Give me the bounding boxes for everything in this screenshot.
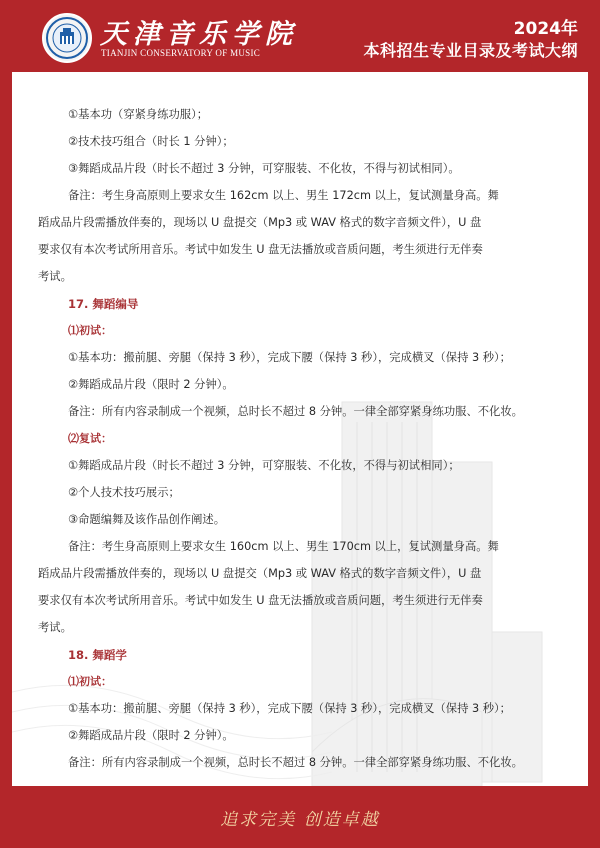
text-line: ②个人技术技巧展示； xyxy=(68,486,180,499)
section-heading-17: 17. 舞蹈编导 xyxy=(68,297,139,311)
text-line: 备注：考生身高原则上要求女生 160cm 以上、男生 170cm 以上，复试测量身高。舞 xyxy=(68,540,499,553)
school-name-cn: 天津音乐学院 xyxy=(100,19,298,50)
text-line: 蹈成品片段需播放伴奏的，现场以 U 盘提交（Mp3 或 WAV 格式的数字音频文件），U 盘 xyxy=(38,216,482,229)
footer-motto: 追求完美 创造卓越 xyxy=(220,810,380,830)
text-line: ②舞蹈成品片段（限时 2 分钟）。 xyxy=(68,378,234,391)
page-body xyxy=(12,72,588,786)
text-line: 要求仅有本次考试所用音乐。考试中如发生 U 盘无法播放或音质问题，考生须进行无伴奏 xyxy=(38,243,483,256)
text-line: 蹈成品片段需播放伴奏的，现场以 U 盘提交（Mp3 或 WAV 格式的数字音频文件），U 盘 xyxy=(38,567,482,580)
text-line: ①基本功（穿紧身练功服）； xyxy=(68,108,209,121)
text-line: ③舞蹈成品片段（时长不超过 3 分钟，可穿服装、不化妆，不得与初试相同）。 xyxy=(68,162,460,175)
text-line: 备注：考生身高原则上要求女生 162cm 以上、男生 172cm 以上，复试测量身高。舞 xyxy=(68,189,499,202)
text-line: ③命题编舞及该作品创作阐述。 xyxy=(68,513,225,526)
text-line: ①舞蹈成品片段（时长不超过 3 分钟，可穿服装、不化妆，不得与初试相同）； xyxy=(68,459,460,472)
text-line: ①基本功：搬前腿、旁腿（保持 3 秒），完成下腰（保持 3 秒），完成横叉（保持 3 秒）； xyxy=(68,351,511,364)
section-heading-18: 18. 舞蹈学 xyxy=(68,648,127,662)
header-title: 本科招生专业目录及考试大纲 xyxy=(363,41,578,60)
frame-left xyxy=(0,0,12,848)
text-line: ②技术技巧组合（时长 1 分钟）； xyxy=(68,135,234,148)
subsection-heading: ⑴初试： xyxy=(68,324,112,337)
text-line: ①基本功：搬前腿、旁腿（保持 3 秒），完成下腰（保持 3 秒），完成横叉（保持 3 秒）； xyxy=(68,702,511,715)
text-line: 要求仅有本次考试所用音乐。考试中如发生 U 盘无法播放或音质问题，考生须进行无伴奏 xyxy=(38,594,483,607)
text-line: 考试。 xyxy=(38,270,72,283)
text-line: 考试。 xyxy=(38,621,72,634)
subsection-heading: ⑴初试： xyxy=(68,675,112,688)
school-name-en: TIANJIN CONSERVATORY OF MUSIC xyxy=(101,48,261,58)
subsection-heading: ⑵复试： xyxy=(68,432,112,445)
frame-right xyxy=(588,0,600,848)
school-seal-icon xyxy=(42,13,92,63)
header-year: 2024年 xyxy=(513,19,578,39)
text-line: 备注：所有内容录制成一个视频，总时长不超过 8 分钟。一律全部穿紧身练功服、不化妆。 xyxy=(68,756,523,769)
page-header xyxy=(0,0,600,72)
text-line: ②舞蹈成品片段（限时 2 分钟）。 xyxy=(68,729,234,742)
text-line: 备注：所有内容录制成一个视频，总时长不超过 8 分钟。一律全部穿紧身练功服、不化妆。 xyxy=(68,405,523,418)
